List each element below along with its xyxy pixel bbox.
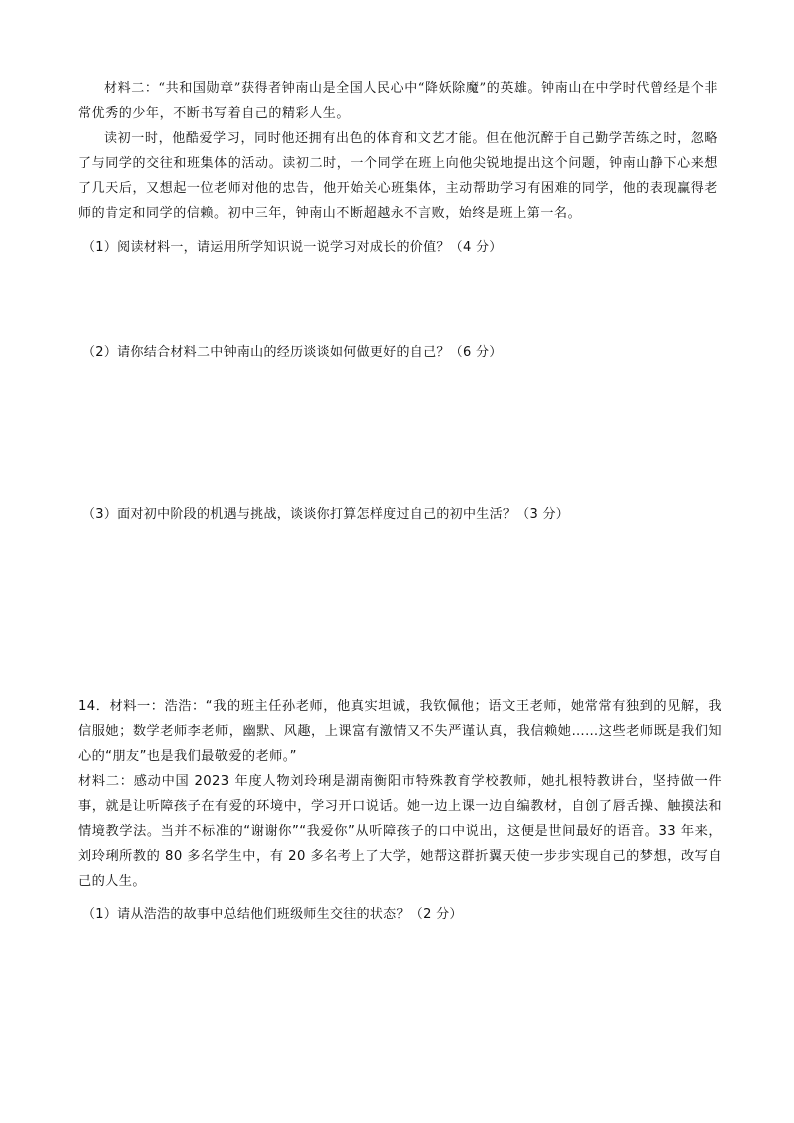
q13-subquestion-1: （1）阅读材料一，请运用所学知识说一说学习对成长的价值？（4 分） bbox=[82, 240, 503, 255]
q14-subquestion-1: （1）请从浩浩的故事中总结他们班级师生交往的状态？（2 分） bbox=[82, 907, 463, 922]
q13-material2 bbox=[78, 76, 718, 226]
q13-material2-intro: 材料二：“共和国勋章”获得者钟南山是全国人民心中“降妖除魔”的英雄。钟南山在中学时代曾经是个非常优秀的少年，不断书写着自己的精彩人生。 bbox=[78, 81, 718, 121]
q13-subquestion-3: （3）面对初中阶段的机遇与挑战，谈谈你打算怎样度过自己的初中生活？（3 分） bbox=[82, 507, 570, 522]
q14-material2: 材料二：感动中国 2023 年度人物刘玲琍是湖南衡阳市特殊教育学校教师，她扎根特教讲台，坚持做一件事，就是让听障孩子在有爱的环境中，学习开口说话。她一边上课一边自编教材，自创了唇舌操、触摸法和情境教学法。当并不标准的“谢谢你”“我爱你”从听障孩子的口中说出，这便是世间最好的语音。33 年来，刘玲琍所教的 80 多名学生中，有 20 多名考上了大学，她帮这群折翼天使一步步实现自己的梦想，改写自己的人生。 bbox=[78, 774, 722, 889]
q13-material2-story: 读初一时，他酷爱学习，同时他还拥有出色的体育和文艺才能。但在他沉醉于自己勤学苦练之时，忽略了与同学的交往和班集体的活动。读初二时，一个同学在班上向他尖锐地提出这个问题，钟南山静下心来想了几天后，又想起一位老师对他的忠告，他开始关心班集体，主动帮助学习有困难的同学，他的表现赢得老师的肯定和同学的信赖。初中三年，钟南山不断超越永不言败，始终是班上第一名。 bbox=[78, 131, 718, 221]
q13-subquestion-2: （2）请你结合材料二中钟南山的经历谈谈如何做更好的自己？（6 分） bbox=[82, 345, 503, 360]
q14-material1: 14．材料一：浩浩：“我的班主任孙老师，他真实坦诚，我钦佩他；语文王老师，她常常有独到的见解，我信服她；数学老师李老师，幽默、风趣，上课富有激情又不失严谨认真，我信赖她……这些老师既是我们知心的“朋友”也是我们最敬爱的老师。” bbox=[78, 699, 722, 764]
q14-materials bbox=[78, 694, 722, 894]
